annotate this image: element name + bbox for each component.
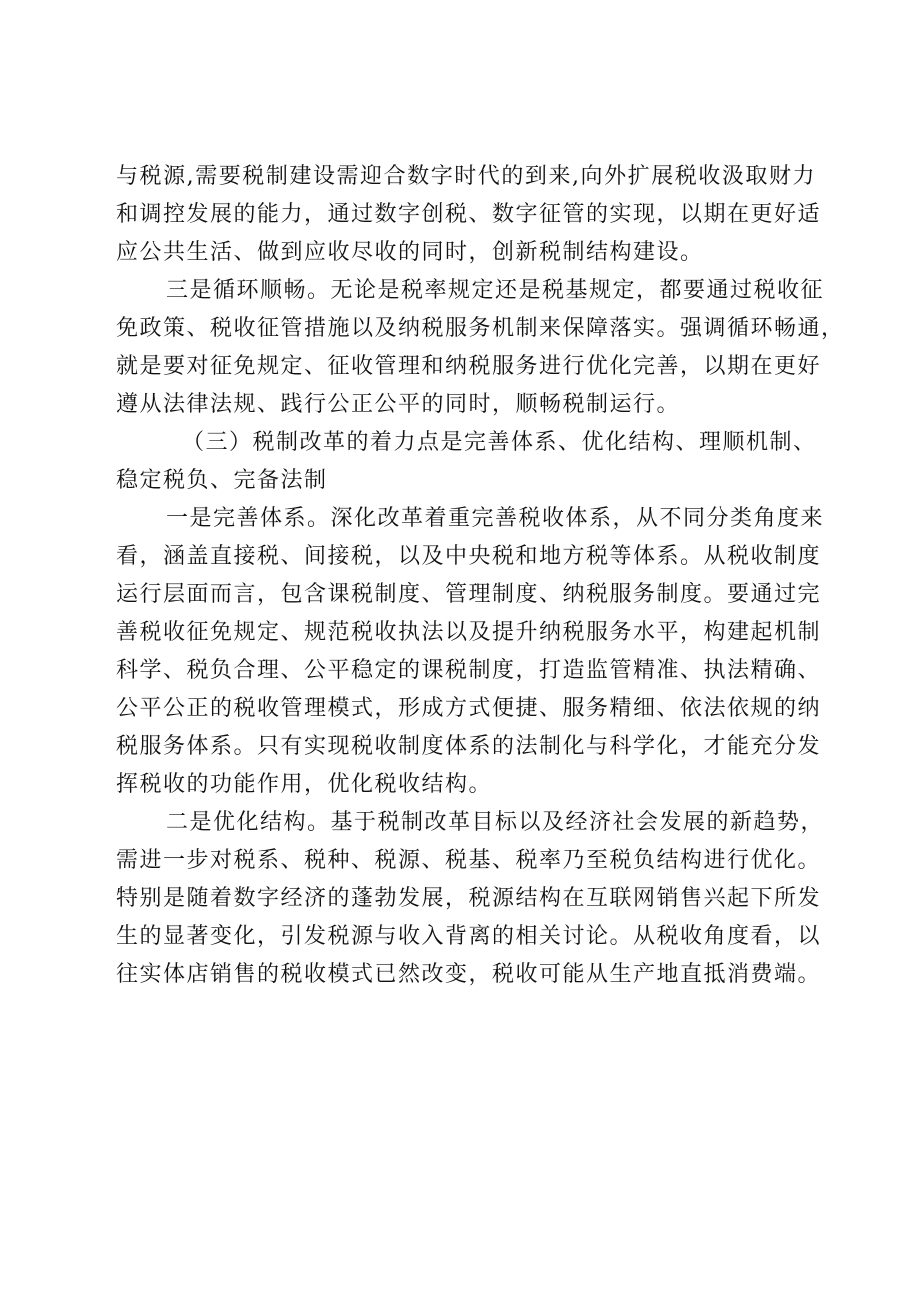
paragraph-line: 生的显著变化，引发税源与收入背离的相关讨论。从税收角度看，以 — [116, 924, 822, 949]
section-heading: 稳定税负、完备法制 — [116, 468, 328, 493]
paragraph-line: 看，涵盖直接税、间接税，以及中央税和地方税等体系。从税收制度 — [116, 544, 822, 569]
section-heading: （三）税制改革的着力点是完善体系、优化结构、理顺机制、 — [182, 430, 817, 455]
paragraph-line: 免政策、税收征管措施以及纳税服务机制来保障落实。强调循环畅通， — [116, 316, 845, 341]
paragraph-line: 就是要对征免规定、征收管理和纳税服务进行优化完善，以期在更好 — [116, 354, 822, 379]
paragraph-line: 三是循环顺畅。无论是税率规定还是税基规定，都要通过税收征 — [166, 278, 825, 303]
paragraph-line: 二是优化结构。基于税制改革目标以及经济社会发展的新趋势， — [166, 810, 825, 835]
paragraph-line: 往实体店销售的税收模式已然改变，税收可能从生产地直抵消费端。 — [116, 962, 822, 987]
paragraph-line: 与税源,需要税制建设需迎合数字时代的到来,向外扩展税收汲取财力 — [116, 164, 816, 189]
document-body — [116, 158, 845, 994]
paragraph-line: 挥税收的功能作用，优化税收结构。 — [116, 772, 493, 797]
paragraph-line: 运行层面而言，包含课税制度、管理制度、纳税服务制度。要通过完 — [116, 582, 822, 607]
paragraph-line: 善税收征免规定、规范税收执法以及提升纳税服务水平，构建起机制 — [116, 620, 822, 645]
paragraph-line: 科学、税负合理、公平稳定的课税制度，打造监管精准、执法精确、 — [116, 658, 822, 683]
paragraph-line: 一是完善体系。深化改革着重完善税收体系，从不同分类角度来 — [166, 506, 825, 531]
paragraph-line: 公平公正的税收管理模式，形成方式便捷、服务精细、依法依规的纳 — [116, 696, 822, 721]
paragraph-line: 税服务体系。只有实现税收制度体系的法制化与科学化，才能充分发 — [116, 734, 822, 759]
paragraph-line: 和调控发展的能力，通过数字创税、数字征管的实现，以期在更好适 — [116, 202, 822, 227]
paragraph-line: 特别是随着数字经济的蓬勃发展，税源结构在互联网销售兴起下所发 — [116, 886, 822, 911]
paragraph-line: 遵从法律法规、践行公正公平的同时，顺畅税制运行。 — [116, 392, 681, 417]
paragraph-line: 应公共生活、做到应收尽收的同时，创新税制结构建设。 — [116, 240, 704, 265]
paragraph-line: 需进一步对税系、税种、税源、税基、税率乃至税负结构进行优化。 — [116, 848, 822, 873]
